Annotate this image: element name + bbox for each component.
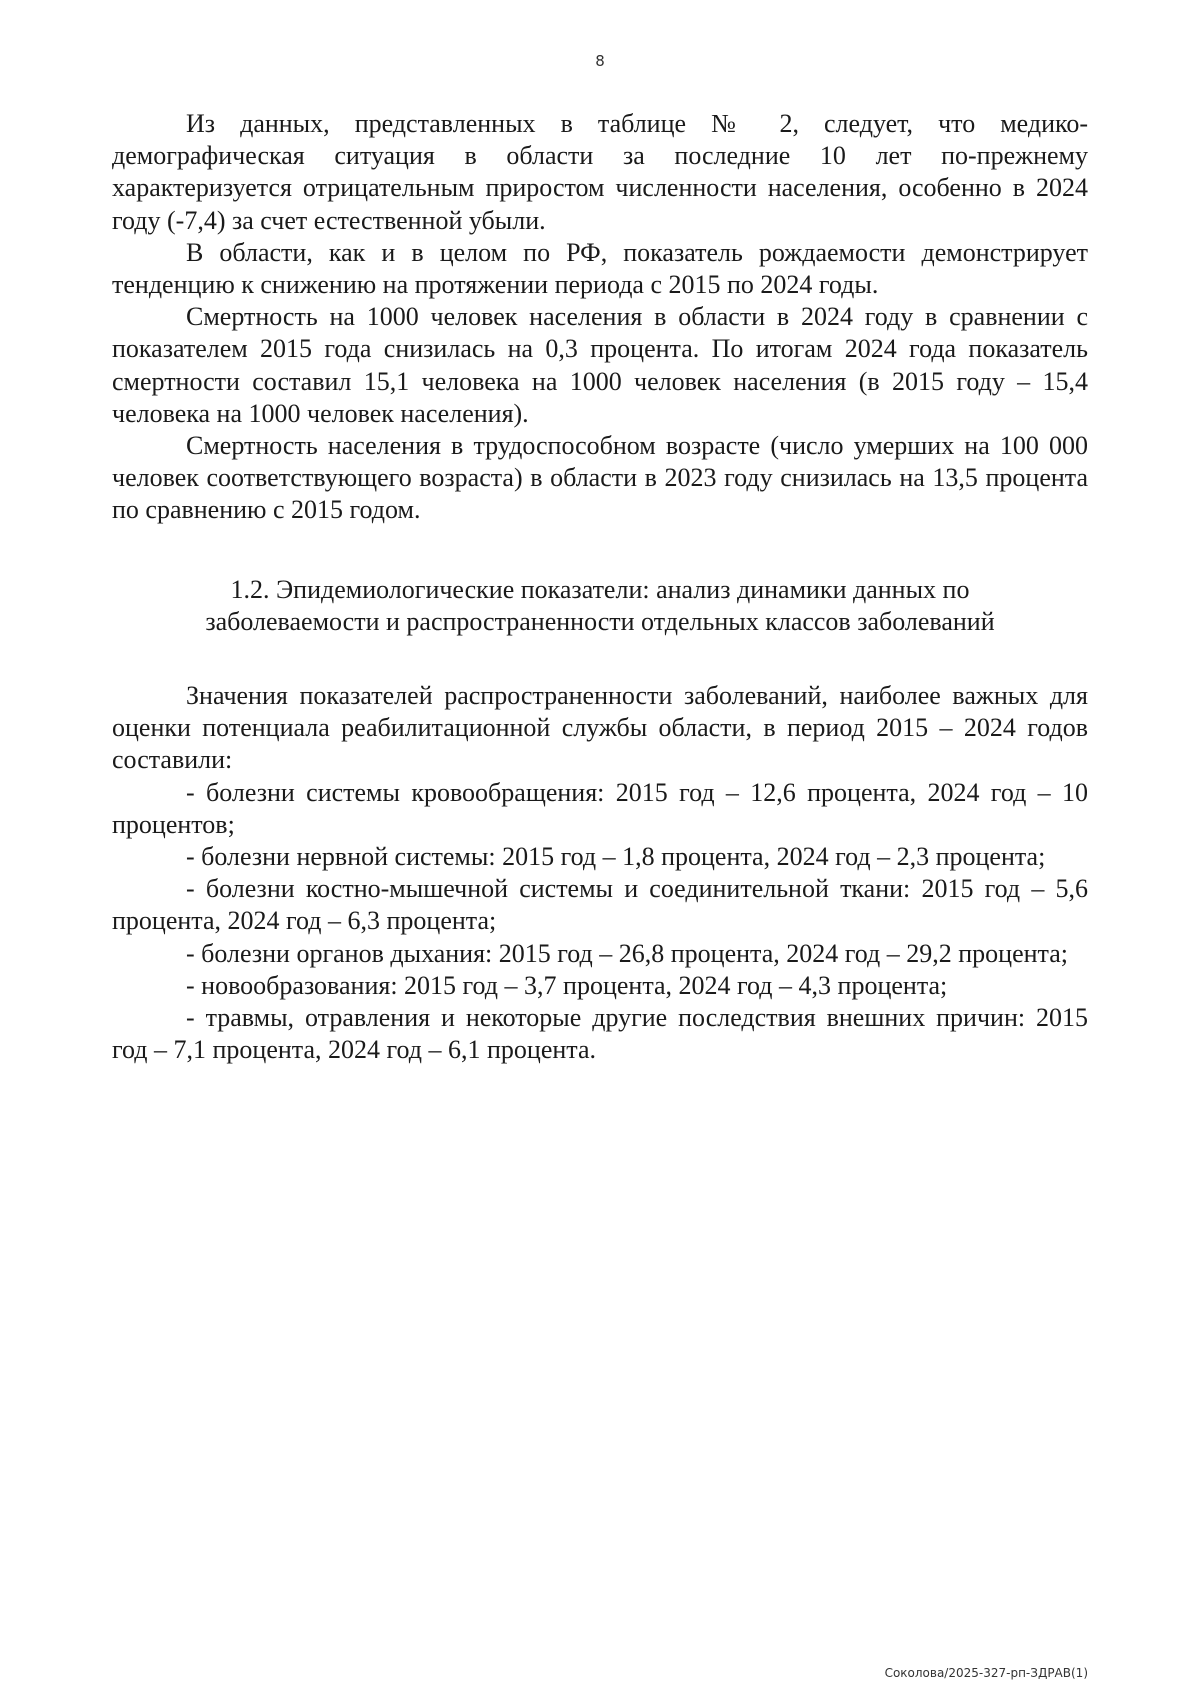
list-item-injuries: - травмы, отравления и некоторые другие последствия внешних причин: 2015 год – 7,1 процента, 2024 год – 6,1 процента. [112,1003,1088,1065]
list-item-respiratory: - болезни органов дыхания: 2015 год – 26,8 процента, 2024 год – 29,2 процента; [186,938,1068,968]
list-item-nervous: - болезни нервной системы: 2015 год – 1,8 процента, 2024 год – 2,3 процента; [186,842,1046,872]
list-item-circulatory: - болезни системы кровообращения: 2015 год – 12,6 процента, 2024 год – 10 процентов; [112,777,1088,839]
page-number: 8 [595,52,605,70]
section-spacer [112,638,1088,680]
document-body [112,108,1088,1066]
footer-document-code: Соколова/2025-327-рп-ЗДРАВ(1) [884,1666,1088,1680]
section-intro: Значения показателей распространенности заболеваний, наиболее важных для оценки потенциала реабилитационной службы области, в период 2015 – 2024 годов составили: [112,681,1088,775]
paragraph-birth-rate: В области, как и в целом по РФ, показатель рождаемости демонстрирует тенденцию к снижению на протяжении периода с 2015 по 2024 годы. [112,237,1088,300]
section-heading [112,574,1088,638]
section-heading-line-2: заболеваемости и распространенности отдельных классов заболеваний [205,606,995,636]
paragraph-working-age-mortality: Смертность населения в трудоспособном возрасте (число умерших на 100 000 человек соответствующего возраста) в области в 2023 году снизилась на 13,5 процента по сравнению с 2015 годом. [112,431,1088,525]
paragraph-population-growth: Из данных, представленных в таблице № 2, следует, что медико-демографическая ситуация в области за последние 10 лет по-прежнему характеризуется отрицательным приростом численности населения, особенно в 2024 году (-7,4) за счет естественной убыли. [112,109,1088,235]
list-item-musculoskeletal: - болезни костно-мышечной системы и соединительной ткани: 2015 год – 5,6 процента, 2024 год – 6,3 процента; [112,874,1088,936]
paragraph-mortality: Смертность на 1000 человек населения в области в 2024 году в сравнении с показателем 2015 года снизилась на 0,3 процента. По итогам 2024 года показатель смертности составил 15,1 человека на 1000 человек населения (в 2015 году – 15,4 человека на 1000 человек населения). [112,302,1088,428]
list-item-neoplasms: - новообразования: 2015 год – 3,7 процента, 2024 год – 4,3 процента; [186,970,948,1000]
section-heading-line-1: 1.2. Эпидемиологические показатели: анализ динамики данных по [230,574,970,604]
